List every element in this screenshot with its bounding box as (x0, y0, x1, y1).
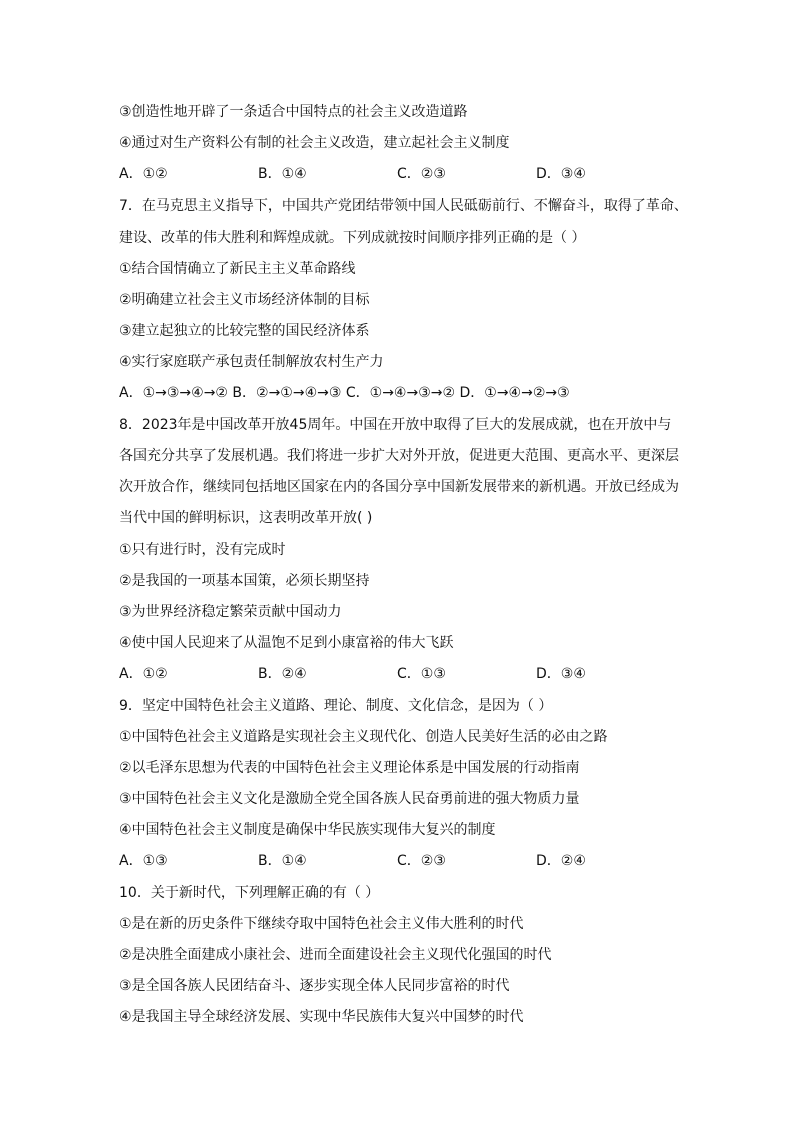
q8-stem-line-3: 次开放合作，继续同包括地区国家在内的各国分享中国新发展带来的新机遇。开放已经成为 (119, 479, 679, 495)
q8-option-b: B．②④ (258, 666, 307, 682)
q8-options (119, 664, 679, 684)
q10-statement-4: ④是我国主导全球经济发展、实现中华民族伟大复兴中国梦的时代 (119, 1009, 524, 1025)
q9-stem: 9．坚定中国特色社会主义道路、理论、制度、文化信念，是因为（ ） (119, 698, 553, 714)
q10-statement-2: ②是决胜全面建成小康社会、进而全面建设社会主义现代化强国的时代 (119, 947, 552, 963)
q9-option-d: D．②④ (536, 853, 586, 869)
q6-option-a: A．①② (119, 166, 168, 182)
q6-option-c: C．②③ (397, 166, 446, 182)
q6-option-b: B．①④ (258, 166, 307, 182)
q7-statement-3: ③建立起独立的比较完整的国民经济体系 (119, 323, 370, 339)
q8-statement-4: ④使中国人民迎来了从温饱不足到小康富裕的伟大飞跃 (119, 635, 454, 651)
q7-options: A．①→③→④→② B．②→①→④→③ C．①→④→③→② D．①→④→②→③ (119, 385, 570, 401)
q9-options (119, 851, 679, 871)
q9-statement-1: ①中国特色社会主义道路是实现社会主义现代化、创造人民美好生活的必由之路 (119, 729, 608, 745)
q9-option-a: A．①③ (119, 853, 168, 869)
q10-statement-3: ③是全国各族人民团结奋斗、逐步实现全体人民同步富裕的时代 (119, 978, 510, 994)
q6-statement-4: ④通过对生产资料公有制的社会主义改造，建立起社会主义制度 (119, 135, 510, 151)
q8-statement-2: ②是我国的一项基本国策，必须长期坚持 (119, 573, 370, 589)
q9-option-c: C．②③ (397, 853, 446, 869)
q7-statement-2: ②明确建立社会主义市场经济体制的目标 (119, 292, 370, 308)
q8-option-a: A．①② (119, 666, 168, 682)
q8-stem-line-1: 8．2023年是中国改革开放45周年。中国在开放中取得了巨大的发展成就，也在开放中与 (119, 417, 672, 433)
q6-option-d: D．③④ (536, 166, 586, 182)
q9-statement-3: ③中国特色社会主义文化是激励全党全国各族人民奋勇前进的强大物质力量 (119, 791, 580, 807)
q7-statement-1: ①结合国情确立了新民主主义革命路线 (119, 261, 356, 277)
q9-option-b: B．①④ (258, 853, 307, 869)
q8-statement-1: ①只有进行时，没有完成时 (119, 542, 286, 558)
q9-statement-4: ④中国特色社会主义制度是确保中华民族实现伟大复兴的制度 (119, 822, 496, 838)
q6-statement-3: ③创造性地开辟了一条适合中国特点的社会主义改造道路 (119, 104, 468, 120)
q8-stem-line-4: 当代中国的鲜明标识，这表明改革开放( ) (119, 510, 373, 526)
q8-stem-line-2: 各国充分共享了发展机遇。我们将进一步扩大对外开放，促进更大范围、更高水平、更深层 (119, 448, 679, 464)
q7-stem-line-1: 7．在马克思主义指导下，中国共产党团结带领中国人民砥砺前行、不懈奋斗，取得了革命、 (119, 198, 688, 214)
q8-option-d: D．③④ (536, 666, 586, 682)
q7-stem-line-2: 建设、改革的伟大胜利和辉煌成就。下列成就按时间顺序排列正确的是（ ） (119, 230, 586, 246)
q10-statement-1: ①是在新的历史条件下继续夺取中国特色社会主义伟大胜利的时代 (119, 916, 524, 932)
q10-stem: 10．关于新时代，下列理解正确的有（ ） (119, 885, 380, 901)
q8-option-c: C．①③ (397, 666, 446, 682)
q9-statement-2: ②以毛泽东思想为代表的中国特色社会主义理论体系是中国发展的行动指南 (119, 760, 580, 776)
q6-options (119, 164, 679, 184)
q8-statement-3: ③为世界经济稳定繁荣贡献中国动力 (119, 604, 342, 620)
q7-statement-4: ④实行家庭联产承包责任制解放农村生产力 (119, 354, 384, 370)
